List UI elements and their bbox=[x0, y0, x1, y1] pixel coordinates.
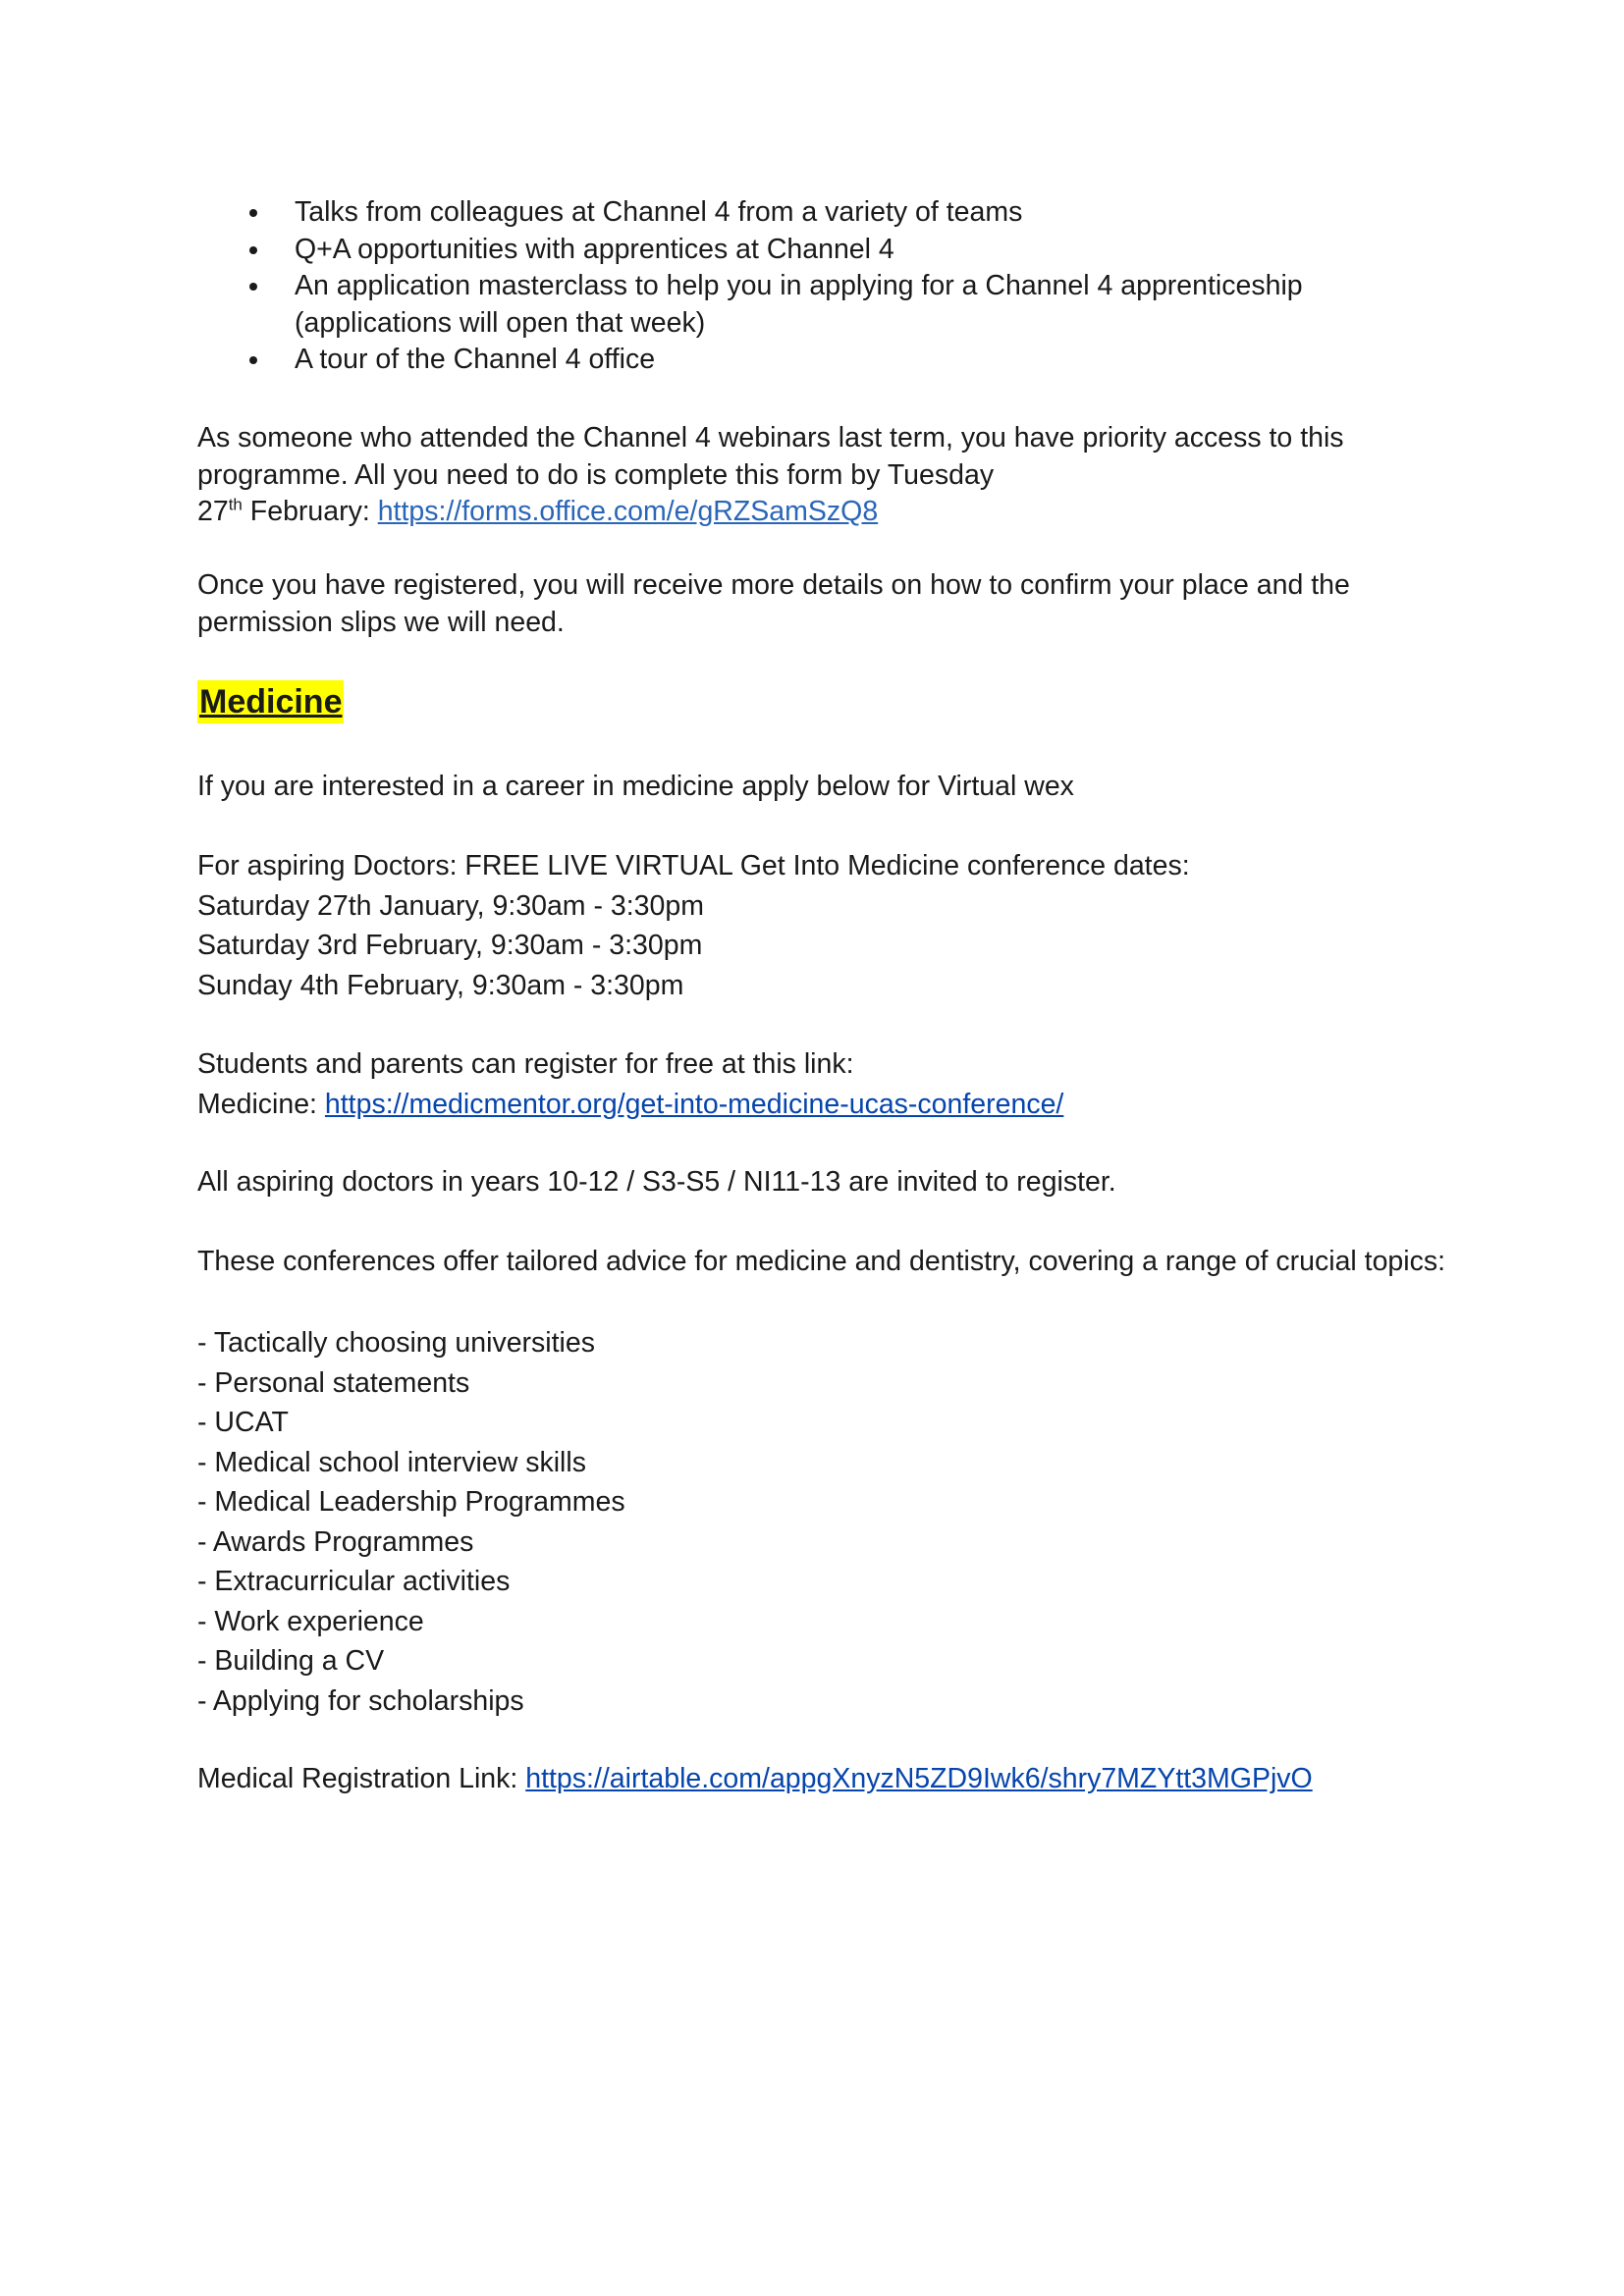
bullet-icon bbox=[249, 356, 257, 364]
conference-title: For aspiring Doctors: FREE LIVE VIRTUAL Get Into Medicine conference dates: bbox=[197, 850, 1190, 881]
list-item: - Tactically choosing universities bbox=[197, 1327, 595, 1359]
list-item: - Medical school interview skills bbox=[197, 1446, 586, 1478]
priority-line-2: programme. All you need to do is complete this form by Tuesday bbox=[197, 458, 995, 491]
priority-line-3 bbox=[197, 494, 1474, 531]
topics-list bbox=[197, 1323, 1474, 1721]
medicmentor-link[interactable]: https://medicmentor.org/get-into-medicine-ucas-conference/ bbox=[324, 1088, 1064, 1120]
list-item: - Extracurricular activities bbox=[197, 1566, 511, 1597]
topics-intro: These conferences offer tailored advice for medicine and dentistry, covering a range of crucial topics: bbox=[197, 1246, 1446, 1277]
list-item: - Building a CV bbox=[197, 1645, 385, 1677]
list-item: - Personal statements bbox=[197, 1366, 470, 1399]
bullet-text: A tour of the Channel 4 office bbox=[295, 344, 656, 375]
registration-link-paragraph bbox=[197, 1761, 1474, 1798]
bullet-text: Talks from colleagues at Channel 4 from a variety of teams bbox=[295, 196, 1023, 228]
priority-line-1: As someone who attended the Channel 4 webinars last term, you have priority access to this bbox=[197, 422, 1344, 454]
deadline-day: 27 bbox=[197, 496, 229, 527]
register-paragraph bbox=[197, 1044, 1474, 1124]
registered-line-1: Once you have registered, you will receive more details on how to confirm your place and the bbox=[197, 569, 1350, 601]
medicine-link-line bbox=[197, 1085, 1474, 1125]
list-item bbox=[245, 194, 1424, 232]
deadline-month: February: bbox=[242, 496, 378, 527]
airtable-link[interactable]: https://airtable.com/appgXnyzN5ZD9Iwk6/shry7MZYtt3MGPjvO bbox=[525, 1763, 1313, 1794]
list-item bbox=[245, 342, 1424, 379]
registered-paragraph bbox=[197, 567, 1474, 641]
list-item: - UCAT bbox=[197, 1407, 289, 1438]
bullet-text: Q+A opportunities with apprentices at Channel 4 bbox=[295, 233, 894, 265]
forms-office-link[interactable]: https://forms.office.com/e/gRZSamSzQ8 bbox=[377, 496, 879, 527]
medicine-intro: If you are interested in a career in medicine apply below for Virtual wex bbox=[197, 771, 1074, 802]
list-item: - Medical Leadership Programmes bbox=[197, 1486, 625, 1518]
registered-line-2: permission slips we will need. bbox=[197, 606, 565, 638]
conference-date: Sunday 4th February, 9:30am - 3:30pm bbox=[197, 969, 684, 1001]
conference-date: Saturday 27th January, 9:30am - 3:30pm bbox=[197, 889, 704, 922]
list-item: - Awards Programmes bbox=[197, 1525, 474, 1558]
bullet-icon bbox=[249, 246, 257, 254]
invite-paragraph: All aspiring doctors in years 10-12 / S3-S5 / NI11-13 are invited to register. bbox=[197, 1166, 1116, 1198]
list-item: - Work experience bbox=[197, 1605, 424, 1637]
list-item bbox=[245, 232, 1424, 269]
conference-dates-paragraph bbox=[197, 846, 1474, 1005]
deadline-suffix: th bbox=[228, 495, 243, 514]
bullet-text: An application masterclass to help you in applying for a Channel 4 apprenticeship bbox=[295, 270, 1303, 301]
priority-access-paragraph bbox=[197, 420, 1474, 531]
conference-date: Saturday 3rd February, 9:30am - 3:30pm bbox=[197, 930, 703, 961]
registration-link-label: Medical Registration Link: bbox=[197, 1763, 526, 1794]
list-item: - Applying for scholarships bbox=[197, 1684, 524, 1717]
bullet-icon bbox=[249, 283, 257, 291]
bullet-icon bbox=[249, 209, 257, 217]
register-text: Students and parents can register for free at this link: bbox=[197, 1048, 854, 1080]
list-item bbox=[245, 268, 1424, 342]
medicine-link-label: Medicine: bbox=[197, 1088, 325, 1120]
medicine-heading: Medicine bbox=[197, 680, 344, 723]
channel4-bullet-list bbox=[245, 194, 1424, 379]
bullet-text-continuation: (applications will open that week) bbox=[295, 306, 706, 339]
